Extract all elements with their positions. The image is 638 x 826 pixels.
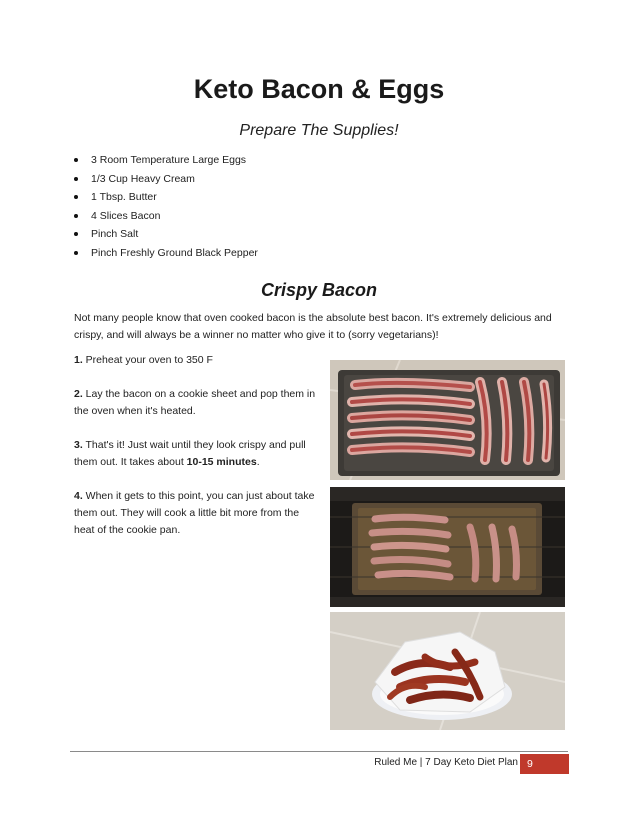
list-item-text: 3 Room Temperature Large Eggs [91, 154, 247, 166]
list-item-text: Pinch Freshly Ground Black Pepper [91, 246, 258, 259]
step-bold-text: 10-15 minutes [186, 456, 257, 468]
step-number: 2. [74, 388, 83, 400]
bullet-icon [74, 232, 78, 236]
bullet-icon [74, 177, 78, 181]
list-item [74, 244, 258, 263]
list-item-text: 4 Slices Bacon [91, 209, 161, 222]
page-number: 9 [520, 754, 569, 774]
raw-bacon-photo [330, 360, 565, 480]
list-item-text: 1 Tbsp. Butter [91, 191, 157, 204]
supplies-list [74, 151, 258, 263]
bullet-icon [74, 214, 78, 218]
footer-divider [70, 751, 568, 752]
step-number: 4. [74, 490, 83, 502]
list-item [74, 225, 258, 244]
list-item [74, 188, 258, 207]
footer-text: Ruled Me | 7 Day Keto Diet Plan [374, 757, 518, 768]
step-3 [74, 437, 319, 471]
step-4 [74, 488, 319, 539]
steps-list [74, 352, 319, 556]
step-number: 3. [74, 439, 83, 451]
bullet-icon [74, 195, 78, 199]
list-item-text: Pinch Salt [91, 228, 139, 241]
intro-paragraph: Not many people know that oven cooked bacon is the absolute best bacon. It's extremely delicious and crispy, and will always be a winner no matter who give it to (sorry vegetarians)! [74, 312, 552, 341]
step-text-end: . [256, 456, 260, 468]
oven-bacon-photo [330, 487, 565, 607]
crispy-bacon-photo [330, 612, 565, 730]
list-item [74, 207, 258, 226]
list-item [74, 170, 258, 189]
page-title: Keto Bacon & Eggs [193, 74, 445, 104]
step-1 [74, 352, 319, 369]
step-text: Preheat your oven to 350 F [82, 354, 213, 366]
bullet-icon [74, 251, 78, 255]
section-heading: Crispy Bacon [260, 280, 378, 300]
bullet-icon [74, 158, 78, 162]
step-text: That's it! Just wait until they look crispy and pull them out. It takes about [74, 439, 306, 468]
step-2 [74, 386, 319, 420]
supplies-heading: Prepare The Supplies! [239, 122, 399, 139]
step-number: 1. [74, 354, 83, 366]
step-text: Lay the bacon on a cookie sheet and pop them in the oven when it's heated. [74, 388, 316, 417]
step-text: When it gets to this point, you can just about take them out. They will cook a little bit more from the heat of the cookie pan. [74, 490, 315, 536]
list-item-text: 1/3 Cup Heavy Cream [91, 172, 195, 185]
list-item [74, 151, 258, 170]
